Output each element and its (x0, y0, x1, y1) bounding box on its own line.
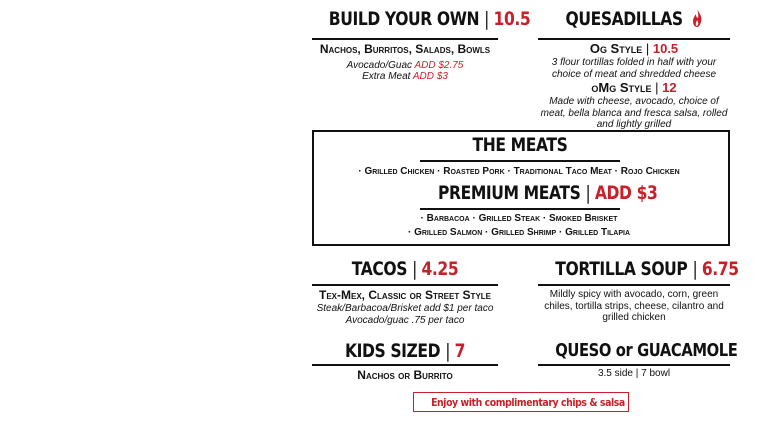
meats-heading-wrap (420, 134, 620, 156)
premium-meats-heading: PREMIUM MEATS | ADD $3 (438, 182, 658, 204)
meat-item: Grilled Chicken (364, 166, 435, 177)
divider (312, 284, 498, 286)
og-style-heading: Og Style | 10.5 (589, 41, 679, 56)
divider (538, 364, 730, 366)
quesadillas-heading (555, 8, 712, 33)
og-style-description: 3 flour tortillas folded in half with your choice of meat and shredded cheese (551, 57, 717, 80)
tortilla-soup-title: TORTILLA SOUP (555, 258, 688, 280)
tacos-heading: TACOS | 4.25 (351, 258, 459, 280)
complimentary-text: Enjoy with complimentary chips & salsa (431, 396, 625, 409)
tacos-note-premium: Steak/Barbacoa/Brisket add $1 per taco (316, 303, 494, 314)
tacos-note-avocado: Avocado/guac .75 per taco (345, 315, 465, 326)
tacos-subtitle: Tex-Mex, Classic or Street Style (318, 288, 491, 302)
premium-meat-item: Barbacoa (426, 213, 470, 224)
og-style-name: Og Style (589, 41, 643, 56)
tortilla-soup-heading: TORTILLA SOUP | 6.75 (555, 258, 739, 280)
build-your-own-title: BUILD YOUR OWN (328, 8, 480, 30)
addon-avocado-price: ADD $2.75 (414, 60, 464, 71)
omg-style-heading: oMg Style | 12 (591, 80, 677, 95)
divider (312, 38, 498, 40)
tortilla-soup-section (538, 258, 739, 280)
premium-meat-item: Grilled Tilapia (565, 227, 631, 238)
addon-extra-meat-price: ADD $3 (412, 71, 448, 82)
complimentary-banner (413, 392, 629, 412)
tacos-section (312, 258, 498, 280)
addon-extra-meat-label: Extra Meat (362, 71, 411, 82)
queso-description: 3.5 side | 7 bowl (597, 368, 671, 379)
addon-avocado-label: Avocado/Guac (346, 60, 413, 71)
tacos-title: TACOS (351, 258, 408, 280)
queso-section (538, 340, 738, 361)
tortilla-soup-price: 6.75 (701, 258, 739, 280)
premium-meats-row2: · Grilled Salmon · Grilled Shrimp · Grilled Tilapia (407, 227, 631, 238)
meat-item: Roasted Pork (443, 166, 505, 177)
tacos-price: 4.25 (421, 258, 459, 280)
quesadillas-title: QUESADILLAS (565, 8, 683, 30)
kids-price: 7 (454, 340, 466, 362)
divider (420, 208, 620, 210)
build-your-own-price: 10.5 (493, 8, 531, 30)
build-your-own-subtitle: Nachos, Burritos, Salads, Bowls (319, 42, 491, 56)
quesadillas-section (538, 8, 730, 33)
divider (420, 160, 620, 162)
addon-avocado (305, 60, 505, 71)
divider (538, 284, 730, 286)
premium-meats-row1: · Barbacoa · Grilled Steak · Smoked Brisket (420, 213, 618, 224)
og-style-price: 10.5 (652, 41, 679, 56)
build-your-own-heading: BUILD YOUR OWN | 10.5 (328, 8, 531, 30)
flame-icon (691, 8, 702, 33)
meat-item: Rojo Chicken (620, 166, 680, 177)
premium-meat-item: Grilled Shrimp (491, 227, 557, 238)
omg-style-price: 12 (662, 80, 677, 95)
meats-title: THE MEATS (472, 134, 568, 156)
kids-subtitle: Nachos or Burrito (357, 368, 453, 382)
premium-meat-item: Smoked Brisket (549, 213, 618, 224)
kids-heading: KIDS SIZED | 7 (344, 340, 466, 362)
divider (312, 364, 498, 366)
kids-title: KIDS SIZED (344, 340, 441, 362)
premium-meats-heading-wrap (420, 182, 658, 204)
omg-style-description: Made with cheese, avocado, choice of meat, bella blanca and fresca salsa, rolled and lightly grilled (540, 96, 728, 130)
meat-item: Traditional Taco Meat (513, 166, 612, 177)
kids-section (312, 340, 498, 362)
divider (538, 38, 730, 40)
meats-list: · Grilled Chicken · Roasted Pork · Traditional Taco Meat · Rojo Chicken (358, 166, 680, 177)
premium-meat-item: Grilled Steak (478, 213, 541, 224)
addon-extra-meat (305, 71, 505, 82)
premium-meats-title: PREMIUM MEATS (438, 182, 581, 204)
omg-style-name: oMg Style (591, 80, 652, 95)
queso-title: QUESO or GUACAMOLE (555, 340, 738, 361)
build-your-own-section (312, 8, 531, 30)
premium-meats-price: ADD $3 (594, 182, 658, 204)
premium-meat-item: Grilled Salmon (414, 227, 483, 238)
tortilla-soup-description: Mildly spicy with avocado, corn, green chiles, tortilla strips, cheese, cilantro and grilled chicken (544, 289, 724, 323)
